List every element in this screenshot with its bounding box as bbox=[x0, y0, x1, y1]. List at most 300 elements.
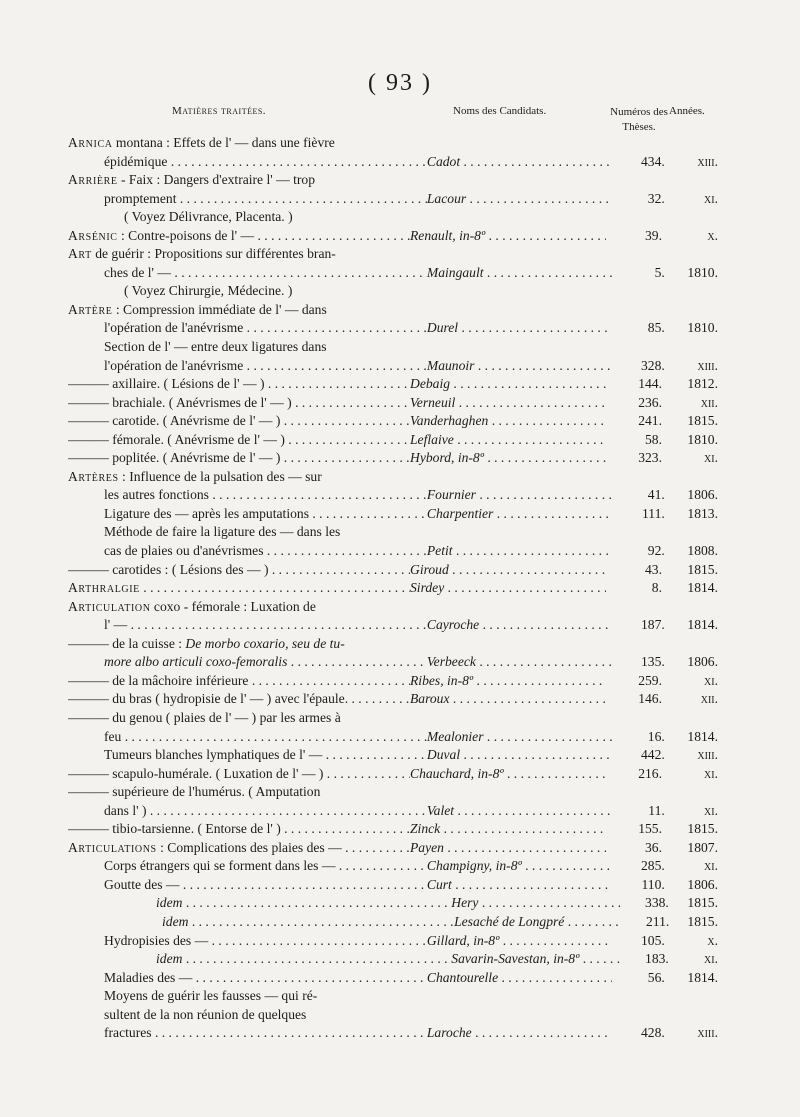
candidate-name: Curt bbox=[426, 876, 452, 892]
candidate-name: Maingault bbox=[426, 264, 484, 280]
entry-text: épidémique bbox=[104, 153, 168, 169]
index-row bbox=[68, 635, 718, 654]
topic-cell bbox=[68, 598, 410, 617]
index-row bbox=[68, 264, 718, 283]
thesis-year: 1810. bbox=[687, 264, 718, 280]
topic-cell bbox=[68, 894, 451, 913]
entry-text: carotides : ( Lésions des — ) bbox=[112, 561, 269, 577]
thesis-year: 1814. bbox=[687, 969, 718, 985]
entry-text: de guérir : Propositions sur différentes bran- bbox=[91, 246, 336, 262]
topic-cell bbox=[68, 208, 436, 227]
candidate-cell bbox=[427, 616, 612, 635]
index-row bbox=[68, 653, 718, 672]
index-row bbox=[68, 1024, 718, 1043]
thesis-year: 1810. bbox=[687, 431, 718, 447]
candidate-cell bbox=[410, 412, 606, 431]
thesis-number: 39. bbox=[645, 227, 662, 243]
index-row bbox=[68, 857, 718, 876]
topic-cell bbox=[68, 375, 410, 394]
candidate-cell bbox=[427, 357, 612, 376]
topic-cell bbox=[68, 190, 427, 209]
index-row bbox=[68, 802, 718, 821]
thesis-number: 11. bbox=[648, 802, 665, 818]
topic-cell bbox=[68, 579, 410, 598]
thesis-number: 328. bbox=[641, 357, 665, 373]
candidate-name: Debaig bbox=[410, 376, 451, 392]
dash-rule: ——— bbox=[68, 394, 113, 410]
candidate-name: Valet bbox=[426, 802, 455, 818]
thesis-year: xi. bbox=[704, 858, 718, 874]
index-row bbox=[68, 134, 718, 153]
index-row bbox=[68, 319, 718, 338]
candidate-cell bbox=[427, 190, 612, 209]
dash-rule: ——— bbox=[68, 431, 113, 447]
topic-cell bbox=[68, 227, 410, 246]
index-row bbox=[68, 820, 718, 839]
entry-text: l'opération de l'anévrisme bbox=[104, 357, 244, 373]
topic-cell bbox=[68, 542, 427, 561]
entry-text: idem bbox=[156, 895, 183, 911]
candidate-cell bbox=[410, 449, 606, 468]
entry-text: - Faix : Dangers d'extraire l' — trop bbox=[117, 172, 315, 188]
thesis-number: 32. bbox=[647, 190, 665, 206]
topic-cell bbox=[68, 690, 410, 709]
entry-text: Hydropisies des — bbox=[104, 932, 209, 948]
thesis-number: 85. bbox=[647, 320, 665, 336]
topic-cell bbox=[68, 449, 410, 468]
entry-text: fractures bbox=[104, 1025, 152, 1041]
candidate-name: Sirdey bbox=[410, 580, 445, 596]
thesis-year: 1806. bbox=[687, 654, 718, 670]
entry-text: feu bbox=[104, 728, 122, 744]
thesis-year: 1814. bbox=[687, 580, 718, 596]
candidate-cell bbox=[427, 1024, 612, 1043]
candidate-name: Zinck bbox=[410, 821, 441, 837]
candidate-name: Laroche bbox=[426, 1025, 472, 1041]
candidate-name: Maunoir bbox=[426, 357, 475, 373]
entry-text: more albo articuli coxo-femoralis bbox=[104, 654, 288, 670]
entry-text: de la cuisse : bbox=[112, 635, 186, 651]
topic-cell bbox=[68, 746, 427, 765]
index-row bbox=[68, 282, 718, 301]
entry-text: du genou ( plaies de l' — ) par les armes à bbox=[112, 709, 341, 725]
entry-text: les autres fonctions bbox=[104, 487, 209, 503]
topic-cell bbox=[68, 932, 427, 951]
candidate-cell bbox=[410, 579, 606, 598]
thesis-number: 428. bbox=[641, 1025, 665, 1041]
candidate-name: Mealonier bbox=[426, 728, 484, 744]
entry-text: montana : Effets de l' — dans une fièvre bbox=[112, 135, 335, 150]
entry-text: idem bbox=[156, 951, 183, 967]
entry-text: : Complications des plaies des — bbox=[156, 839, 342, 855]
entry-headword: Artère bbox=[68, 301, 113, 317]
entry-text: axillaire. ( Lésions de l' — ) bbox=[112, 376, 265, 392]
entry-text: carotide. ( Anévrisme de l' — ) bbox=[112, 413, 281, 429]
candidate-cell bbox=[410, 561, 606, 580]
index-row bbox=[68, 338, 718, 357]
topic-cell bbox=[68, 783, 410, 802]
dash-rule: ——— bbox=[68, 672, 113, 688]
index-row bbox=[68, 894, 718, 913]
index-row bbox=[68, 913, 718, 932]
candidate-name: Champigny, in-8º bbox=[426, 858, 522, 874]
index-row bbox=[68, 765, 718, 784]
entry-text: l' — bbox=[104, 617, 128, 633]
entry-text: l'opération de l'anévrisme bbox=[104, 320, 244, 336]
candidate-name: Verbeeck bbox=[426, 654, 476, 670]
candidate-name: Leflaive bbox=[410, 431, 454, 447]
entry-text: tibio-tarsienne. ( Entorse de l' ) bbox=[112, 821, 281, 837]
dash-rule: ——— bbox=[68, 450, 113, 466]
thesis-year: 1815. bbox=[687, 895, 718, 911]
candidate-cell bbox=[427, 802, 612, 821]
topic-cell bbox=[68, 412, 410, 431]
thesis-number: 211. bbox=[646, 913, 670, 929]
topic-cell bbox=[68, 431, 410, 450]
topic-cell bbox=[68, 765, 410, 784]
thesis-number: 146. bbox=[638, 691, 662, 707]
entry-text: sultent de la non réunion de quelques bbox=[104, 1006, 307, 1022]
candidate-cell bbox=[427, 932, 612, 951]
topic-cell bbox=[68, 820, 410, 839]
index-row bbox=[68, 598, 718, 617]
index-row bbox=[68, 375, 718, 394]
entry-text: ches de l' — bbox=[104, 264, 171, 280]
entry-headword: Arnica bbox=[68, 135, 113, 150]
thesis-year: 1807. bbox=[687, 839, 718, 855]
entry-text: Section de l' — entre deux ligatures dans bbox=[104, 339, 327, 355]
candidate-cell bbox=[427, 746, 612, 765]
index-row bbox=[68, 190, 718, 209]
topic-cell bbox=[68, 282, 436, 301]
candidate-cell bbox=[410, 431, 606, 450]
topic-cell bbox=[68, 468, 410, 487]
thesis-number: 43. bbox=[645, 561, 662, 577]
thesis-year: x. bbox=[707, 932, 718, 948]
thesis-year: xi. bbox=[704, 765, 718, 781]
entry-text: Moyens de guérir les fausses — qui ré- bbox=[104, 988, 318, 1004]
candidate-name: Gillard, in-8º bbox=[426, 932, 500, 948]
candidate-name: Savarin-Savestan, in-8º bbox=[451, 951, 580, 967]
index-row bbox=[68, 969, 718, 988]
entry-text: Goutte des — bbox=[104, 876, 180, 892]
dash-rule: ——— bbox=[68, 413, 113, 429]
index-row bbox=[68, 449, 718, 468]
dash-rule: ——— bbox=[68, 765, 113, 781]
thesis-year: 1814. bbox=[687, 728, 718, 744]
thesis-number: 16. bbox=[647, 728, 665, 744]
thesis-year: xiii. bbox=[697, 1025, 718, 1041]
topic-cell bbox=[68, 876, 427, 895]
dash-rule: ——— bbox=[68, 376, 113, 392]
candidate-cell bbox=[427, 728, 612, 747]
index-row bbox=[68, 876, 718, 895]
candidate-name: Fournier bbox=[426, 487, 476, 503]
dash-rule: ——— bbox=[68, 784, 113, 800]
entry-text: : Compression immédiate de l' — dans bbox=[112, 301, 327, 317]
candidate-cell bbox=[427, 153, 612, 172]
topic-cell bbox=[68, 969, 427, 988]
index-row bbox=[68, 728, 718, 747]
candidate-cell bbox=[427, 876, 612, 895]
index-row bbox=[68, 431, 718, 450]
candidate-cell bbox=[410, 672, 606, 691]
index-row bbox=[68, 171, 718, 190]
entry-headword: Artères bbox=[68, 468, 119, 484]
topic-cell bbox=[68, 950, 451, 969]
candidate-name: Verneuil bbox=[410, 394, 456, 410]
candidate-name: Renault, in-8º bbox=[410, 227, 486, 243]
topic-cell bbox=[68, 245, 410, 264]
topic-cell bbox=[68, 357, 427, 376]
thesis-number: 183. bbox=[645, 951, 669, 967]
candidate-name: Baroux bbox=[410, 691, 450, 707]
thesis-number: 216. bbox=[638, 765, 662, 781]
entry-text: du bras ( hydropisie de l' — ) avec l'épaule. bbox=[112, 691, 349, 707]
candidate-cell bbox=[427, 264, 612, 283]
topic-cell bbox=[68, 264, 427, 283]
header-years: Années. bbox=[669, 105, 705, 117]
index-row bbox=[68, 987, 718, 1006]
candidate-cell bbox=[410, 820, 606, 839]
thesis-number: 285. bbox=[641, 858, 665, 874]
candidate-cell bbox=[427, 319, 612, 338]
thesis-year: 1806. bbox=[687, 487, 718, 503]
index-row bbox=[68, 208, 718, 227]
index-row bbox=[68, 523, 718, 542]
thesis-year: 1815. bbox=[687, 821, 718, 837]
thesis-number: 58. bbox=[645, 431, 662, 447]
candidate-name: Chauchard, in-8º bbox=[410, 765, 504, 781]
entry-headword: Articulation bbox=[68, 598, 151, 614]
index-row bbox=[68, 579, 718, 598]
topic-cell bbox=[68, 1006, 427, 1025]
candidate-name: Cadot bbox=[426, 153, 461, 169]
thesis-year: xi. bbox=[704, 450, 718, 466]
candidate-name: Ribes, in-8º bbox=[410, 672, 474, 688]
thesis-year: 1814. bbox=[687, 617, 718, 633]
index-row bbox=[68, 746, 718, 765]
thesis-number: 241. bbox=[638, 413, 662, 429]
entry-text: fémorale. ( Anévrisme de l' — ) bbox=[112, 431, 285, 447]
candidate-cell bbox=[410, 227, 606, 246]
thesis-number: 144. bbox=[638, 376, 662, 392]
topic-cell bbox=[68, 672, 410, 691]
thesis-number: 187. bbox=[641, 617, 665, 633]
candidate-cell bbox=[410, 765, 606, 784]
index-row bbox=[68, 839, 718, 858]
thesis-number: 56. bbox=[647, 969, 665, 985]
topic-cell bbox=[68, 301, 410, 320]
candidate-name: Lesaché de Longpré bbox=[454, 913, 565, 929]
entry-text: de la mâchoire inférieure bbox=[112, 672, 249, 688]
index-row bbox=[68, 690, 718, 709]
thesis-year: 1815. bbox=[687, 413, 718, 429]
entry-text: : Influence de la pulsation des — sur bbox=[118, 468, 322, 484]
topic-cell bbox=[68, 171, 410, 190]
entry-text: : Contre-poisons de l' — bbox=[117, 227, 255, 243]
topic-cell bbox=[68, 153, 427, 172]
entry-latin-title: De morbo coxario, seu de tu- bbox=[185, 635, 345, 651]
thesis-number: 8. bbox=[651, 580, 662, 596]
candidate-name: Lacour bbox=[426, 190, 467, 206]
thesis-number: 92. bbox=[647, 543, 665, 559]
entry-headword: Arthralgie bbox=[68, 580, 140, 596]
thesis-year: 1810. bbox=[687, 320, 718, 336]
candidate-cell bbox=[427, 486, 612, 505]
see-also-reference: ( Voyez Chirurgie, Médecine. ) bbox=[124, 283, 293, 299]
entry-headword: Arrière bbox=[68, 172, 118, 188]
topic-cell bbox=[68, 505, 427, 524]
candidate-name: Petit bbox=[426, 543, 453, 559]
topic-cell bbox=[68, 857, 427, 876]
topic-cell bbox=[68, 616, 427, 635]
index-row bbox=[68, 542, 718, 561]
candidate-name: Hybord, in-8º bbox=[410, 450, 484, 466]
thesis-year: xii. bbox=[700, 691, 718, 707]
thesis-year: 1812. bbox=[687, 376, 718, 392]
see-also-reference: ( Voyez Délivrance, Placenta. ) bbox=[124, 209, 293, 225]
candidate-name: Payen bbox=[410, 839, 444, 855]
thesis-number: 338. bbox=[645, 895, 669, 911]
thesis-year: x. bbox=[707, 227, 718, 243]
thesis-year: xi. bbox=[704, 190, 718, 206]
entry-text: Corps étrangers qui se forment dans les — bbox=[104, 858, 336, 874]
entry-text: Méthode de faire la ligature des — dans les bbox=[104, 524, 341, 540]
index-row bbox=[68, 153, 718, 172]
candidate-name: Duval bbox=[426, 747, 461, 763]
thesis-year: xi. bbox=[704, 802, 718, 818]
thesis-number: 155. bbox=[638, 821, 662, 837]
candidate-name: Charpentier bbox=[426, 505, 494, 521]
candidate-cell bbox=[410, 394, 606, 413]
index-row bbox=[68, 616, 718, 635]
topic-cell bbox=[68, 728, 427, 747]
candidate-cell bbox=[427, 857, 612, 876]
entry-text: Ligature des — après les amputations bbox=[104, 505, 309, 521]
thesis-year: 1808. bbox=[687, 543, 718, 559]
thesis-year: xiii. bbox=[697, 747, 718, 763]
topic-cell bbox=[68, 561, 410, 580]
thesis-year: 1815. bbox=[687, 913, 718, 929]
thesis-year: 1806. bbox=[687, 876, 718, 892]
index-row bbox=[68, 932, 718, 951]
topic-cell bbox=[68, 394, 410, 413]
candidate-name: Cayroche bbox=[426, 617, 480, 633]
dash-rule: ——— bbox=[68, 561, 113, 577]
candidate-cell bbox=[454, 913, 621, 932]
thesis-number: 5. bbox=[654, 264, 665, 280]
index-row bbox=[68, 301, 718, 320]
dash-rule: ——— bbox=[68, 635, 113, 651]
entry-text: scapulo-humérale. ( Luxation de l' — ) bbox=[112, 765, 324, 781]
index-row bbox=[68, 357, 718, 376]
candidate-cell bbox=[410, 375, 606, 394]
topic-cell bbox=[68, 987, 427, 1006]
entry-text: coxo - fémorale : Luxation de bbox=[150, 598, 316, 614]
index-row bbox=[68, 672, 718, 691]
topic-cell bbox=[68, 523, 427, 542]
thesis-number: 259. bbox=[638, 672, 662, 688]
thesis-year: xi. bbox=[704, 951, 718, 967]
candidate-name: Chantourelle bbox=[426, 969, 499, 985]
thesis-year: 1813. bbox=[687, 505, 718, 521]
candidate-cell bbox=[427, 542, 612, 561]
thesis-year: xiii. bbox=[697, 357, 718, 373]
index-row bbox=[68, 394, 718, 413]
topic-cell bbox=[68, 635, 410, 654]
index-row bbox=[68, 561, 718, 580]
candidate-cell bbox=[427, 505, 612, 524]
topic-cell bbox=[68, 486, 427, 505]
entry-text: cas de plaies ou d'anévrismes bbox=[104, 543, 264, 559]
dash-rule: ——— bbox=[68, 709, 113, 725]
index-row bbox=[68, 783, 718, 802]
candidate-cell bbox=[427, 653, 612, 672]
index-row bbox=[68, 1006, 718, 1025]
topic-cell bbox=[68, 134, 410, 153]
candidate-name: Durel bbox=[426, 320, 459, 336]
entry-text: idem bbox=[162, 913, 189, 929]
thesis-number: 323. bbox=[638, 450, 662, 466]
candidate-name: Vanderhaghen bbox=[410, 413, 489, 429]
thesis-year: xiii. bbox=[697, 153, 718, 169]
thesis-number: 105. bbox=[641, 932, 665, 948]
index-entries bbox=[68, 134, 718, 1043]
thesis-number: 434. bbox=[641, 153, 665, 169]
thesis-number: 236. bbox=[638, 394, 662, 410]
thesis-number: 111. bbox=[642, 505, 665, 521]
entry-text: promptement bbox=[104, 190, 177, 206]
topic-cell bbox=[68, 839, 410, 858]
topic-cell bbox=[68, 319, 427, 338]
thesis-number: 36. bbox=[645, 839, 662, 855]
index-row bbox=[68, 505, 718, 524]
thesis-year: 1815. bbox=[687, 561, 718, 577]
thesis-year: xi. bbox=[704, 672, 718, 688]
entry-text: Maladies des — bbox=[104, 969, 193, 985]
index-row bbox=[68, 227, 718, 246]
entry-text: dans l' ) bbox=[104, 802, 147, 818]
header-candidates: Noms des Candidats. bbox=[453, 105, 547, 117]
entry-text: brachiale. ( Anévrismes de l' — ) bbox=[112, 394, 292, 410]
page-number: ( 93 ) bbox=[368, 70, 432, 96]
candidate-cell bbox=[451, 894, 620, 913]
thesis-year: xii. bbox=[700, 394, 718, 410]
candidate-cell bbox=[451, 950, 620, 969]
header-numbers: Numéros des Thèses. bbox=[610, 106, 668, 133]
index-row bbox=[68, 486, 718, 505]
thesis-number: 442. bbox=[641, 747, 665, 763]
index-row bbox=[68, 412, 718, 431]
index-row bbox=[68, 245, 718, 264]
thesis-number: 135. bbox=[641, 654, 665, 670]
dash-rule: ——— bbox=[68, 691, 113, 707]
topic-cell bbox=[68, 709, 410, 728]
thesis-number: 110. bbox=[641, 876, 665, 892]
entry-text: poplitée. ( Anévrisme de l' — ) bbox=[112, 450, 281, 466]
header-topics: Matières traitées. bbox=[172, 105, 267, 117]
entry-headword: Arsénic bbox=[68, 227, 118, 243]
dash-rule: ——— bbox=[68, 821, 113, 837]
entry-text: Tumeurs blanches lymphatiques de l' — bbox=[104, 747, 323, 763]
topic-cell bbox=[68, 802, 427, 821]
topic-cell bbox=[68, 653, 427, 672]
topic-cell bbox=[68, 1024, 427, 1043]
index-row bbox=[68, 709, 718, 728]
candidate-cell bbox=[410, 839, 606, 858]
entry-text: supérieure de l'humérus. ( Amputation bbox=[112, 784, 321, 800]
